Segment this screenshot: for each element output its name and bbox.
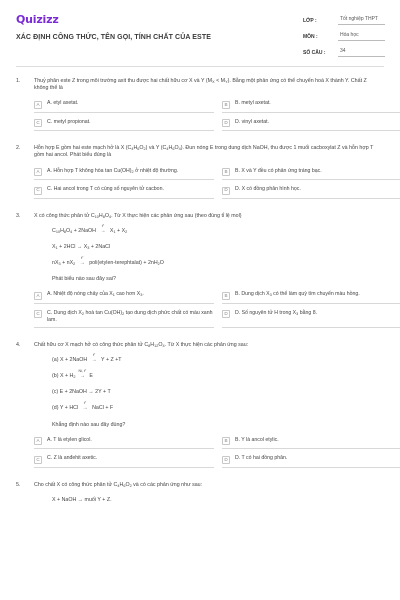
answer-options xyxy=(34,168,388,199)
option-letter-box: C xyxy=(34,310,42,318)
answer-option-b[interactable] xyxy=(222,168,400,181)
option-letter-box: B xyxy=(222,437,230,445)
question-text: Hỗn hợp E gồm hai este mạch hở là X $(C_4H_6O_2)$ và Y $(C_4H_6O_4)$. Đun nóng E trong dung dịch NaOH, thu được 1 muối cacboxylat Z và hỗn hợp T gồm hai ancol. Phát biểu đúng là xyxy=(34,145,374,159)
question-number: 4. xyxy=(16,341,21,348)
option-text: A. Hỗn hợp T không hòa $\tan Cu(OH)_2$ ở nhiệt độ thường. xyxy=(47,167,179,174)
answer-options xyxy=(34,437,388,468)
meta-label-class: LỚP : xyxy=(303,18,317,25)
question-text: X có công thức phân tử $C_{10}H_8O_4$. Từ X thực hiện các phản ứng sau (theo đúng tỉ lệ mol) xyxy=(34,212,242,219)
answer-option-d[interactable] xyxy=(222,186,400,199)
option-text: D. T có hai đồng phân. xyxy=(235,455,288,462)
question xyxy=(16,78,388,131)
option-text: C. Dung dịch $X_2$ hoà $\tan Cu(OH)_2$ tạo dung dịch phức chất có màu xanh lam. xyxy=(47,309,213,323)
question-line: (b) $X + H_2$ Ni, t° → E xyxy=(52,369,93,380)
answer-option-a[interactable] xyxy=(34,100,214,113)
meta-label-count: SỐ CÂU : xyxy=(303,50,326,57)
option-letter-box: C xyxy=(34,456,42,464)
option-text: B. X và Y đều có phản ứng tráng bạc. xyxy=(235,167,322,174)
answer-option-b[interactable] xyxy=(222,437,400,450)
question-number: 5. xyxy=(16,481,21,488)
question xyxy=(16,145,388,198)
option-text: B. Y là ancol etylic. xyxy=(235,436,279,443)
question-text: Thuỷ phân este Z trong môi trường axit thu được hai chất hữu cơ X và Y $(M_X < M_Y)$. Bằng một phản ứng có thể chuyển hoá X thành Y. Chất Z không thể là xyxy=(34,78,367,92)
question-line: (c) E + 2NaOH → 2Y + T xyxy=(52,389,111,396)
answer-option-a[interactable] xyxy=(34,437,214,450)
option-text: D. X có đồng phân hình học. xyxy=(235,186,301,193)
answer-option-c[interactable] xyxy=(34,455,214,468)
option-letter-box: D xyxy=(222,456,230,464)
quizizz-logo: Quizizz xyxy=(16,13,59,26)
option-text: C. metyl propionat. xyxy=(47,118,91,125)
question-number: 1. xyxy=(16,78,21,84)
option-letter-box: D xyxy=(222,119,230,127)
option-letter-box: A xyxy=(34,437,42,445)
option-letter-box: A xyxy=(34,101,42,109)
question xyxy=(16,213,388,328)
question-text: Cho chất X có công thức phân tử $C_4H_6O_2$ và có các phản ứng như sau: xyxy=(34,481,203,488)
header-divider xyxy=(16,66,384,67)
worksheet-meta xyxy=(303,14,385,62)
answer-option-b[interactable] xyxy=(222,291,400,304)
question-number: 3. xyxy=(16,212,21,219)
option-text: D. Số nguyên tử H trong $X_3$ bằng 8. xyxy=(235,309,318,316)
question-body xyxy=(34,223,388,284)
option-letter-box: C xyxy=(34,119,42,127)
question xyxy=(16,342,388,468)
question-line: (a) X + 2NaOH t° → Y + Z +T xyxy=(52,352,122,363)
question-text: Chất hữu cơ X mạch hở có công thức phân tử $C_8H_{12}O_4$. Từ X thực hiện các phản ứng sau: xyxy=(34,341,249,348)
option-letter-box: B xyxy=(222,168,230,176)
question-line: (d) Y + HCl t° → NaCl + F xyxy=(52,401,114,412)
option-text: C. Z là anđehit axetic. xyxy=(47,455,98,462)
question-line: X + NaOH → muối Y + Z. xyxy=(52,496,112,503)
option-text: D. vinyl axetat. xyxy=(235,118,270,125)
answer-option-c[interactable] xyxy=(34,310,214,328)
option-text: A. T là etylen glicol. xyxy=(47,436,92,443)
meta-value-count: 34 xyxy=(338,48,385,57)
answer-option-d[interactable] xyxy=(222,119,400,132)
meta-row-class xyxy=(303,14,385,25)
meta-label-subject: MÔN : xyxy=(303,34,318,41)
meta-value-class: Tốt nghiệp THPT xyxy=(338,16,385,25)
question-list xyxy=(16,78,388,518)
option-text: B. metyl axetat. xyxy=(235,100,271,107)
option-text: A. etyl axetat. xyxy=(47,100,79,107)
question-body xyxy=(34,497,388,504)
option-text: C. Hai ancol trong T có cùng số nguyên tử cacbon. xyxy=(47,186,164,193)
question-header xyxy=(16,78,388,92)
meta-row-subject xyxy=(303,30,385,41)
question-line: $C_{10}H_8O_4$ + 2NaOH t° → $X_1 + X_2$ xyxy=(52,223,128,234)
answer-option-c[interactable] xyxy=(34,119,214,132)
meta-value-subject: Hóa học xyxy=(338,32,385,41)
option-letter-box: B xyxy=(222,292,230,300)
answer-option-a[interactable] xyxy=(34,168,214,181)
meta-row-count xyxy=(303,46,385,57)
question-number: 2. xyxy=(16,145,21,152)
question-line: $nX_3 + nX_2$ t° → poli(etylen-terephtalat) + $2nH_2O$ xyxy=(52,255,164,266)
question-body xyxy=(34,352,388,429)
question-header xyxy=(16,342,388,349)
question-header xyxy=(16,213,388,220)
answer-options xyxy=(34,291,388,328)
option-letter-box: B xyxy=(222,101,230,109)
answer-option-d[interactable] xyxy=(222,310,400,328)
question-line: Phát biểu nào sau đây sai? xyxy=(52,276,116,283)
answer-option-b[interactable] xyxy=(222,100,400,113)
question-header xyxy=(16,482,388,489)
option-letter-box: C xyxy=(34,187,42,195)
answer-option-c[interactable] xyxy=(34,186,214,199)
answer-option-d[interactable] xyxy=(222,455,400,468)
option-letter-box: D xyxy=(222,187,230,195)
question-header xyxy=(16,145,388,159)
question-line: Khẳng định nào sau đây đúng? xyxy=(52,421,126,428)
answer-options xyxy=(34,100,388,131)
option-letter-box: D xyxy=(222,310,230,318)
option-letter-box: A xyxy=(34,292,42,300)
option-letter-box: A xyxy=(34,168,42,176)
option-text: B. Dung dịch $X_3$ có thể làm quỳ tím chuyển màu hồng. xyxy=(235,291,360,298)
question xyxy=(16,482,388,504)
question-line: $X_1 + 2HCl \to X_3$ + 2NaCl xyxy=(52,243,111,250)
option-text: A. Nhiệt độ nóng chảy của $X_1$ cao hơn $X_3$. xyxy=(47,291,144,298)
answer-option-a[interactable] xyxy=(34,291,214,304)
worksheet-title: XÁC ĐỊNH CÔNG THỨC, TÊN GỌI, TÍNH CHẤT CỦA ESTE xyxy=(16,34,211,41)
